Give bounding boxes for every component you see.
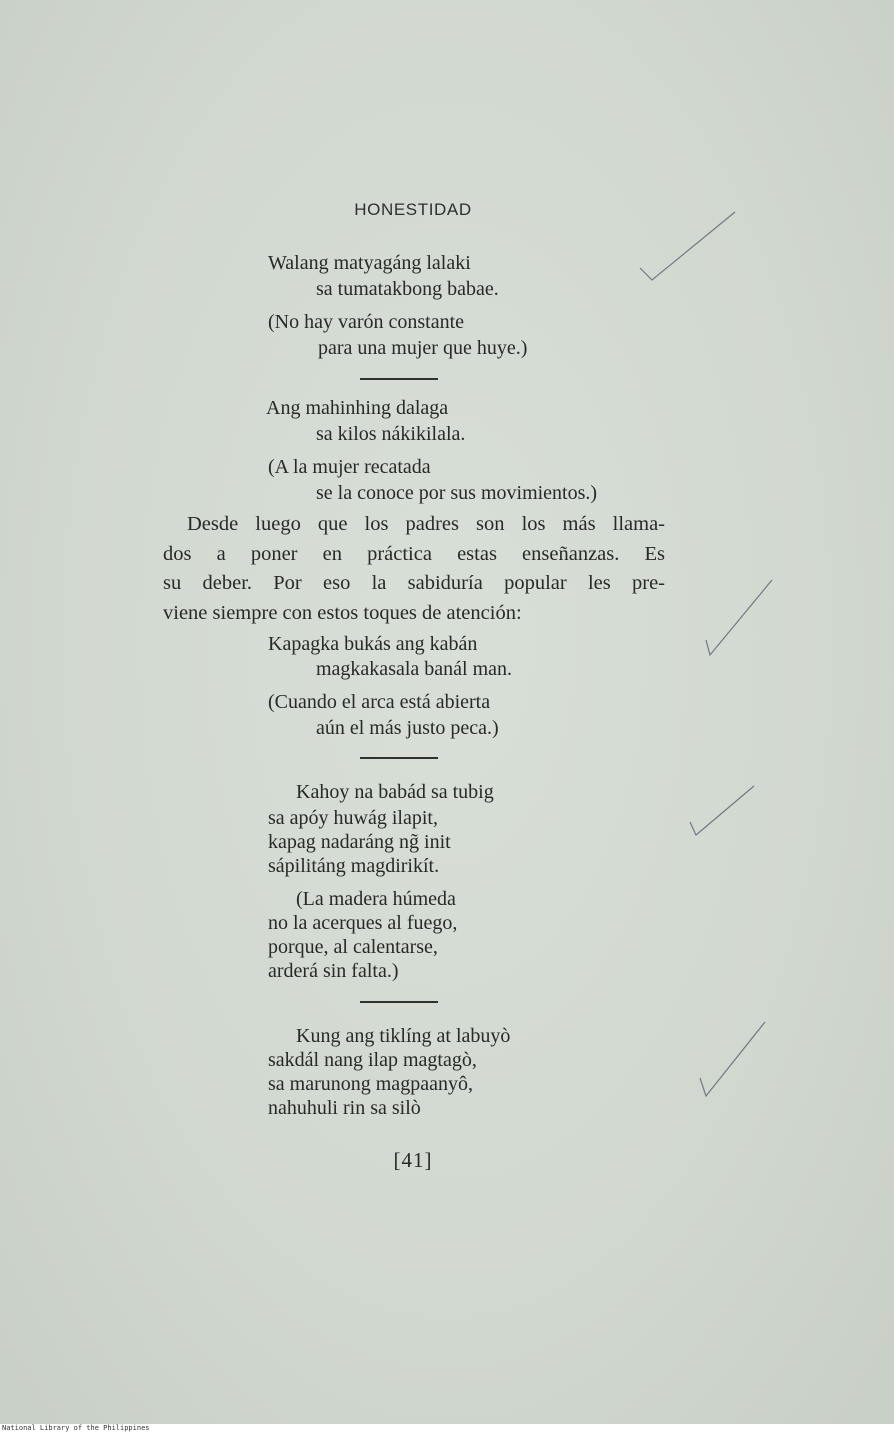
- translation-line: aún el más justo peca.): [316, 717, 499, 739]
- verse-line: sakdál nang ilap magtagò,: [268, 1049, 477, 1071]
- paragraph-line: su deber. Por eso la sabiduría popular les pre-: [163, 572, 665, 594]
- pencil-check-icon: [706, 580, 772, 655]
- verse-line: sápilitáng magdirikít.: [268, 855, 440, 877]
- translation-line: para una mujer que huye.): [318, 337, 528, 359]
- verse-line: sa tumatakbong babae.: [316, 278, 499, 300]
- section-heading: HONESTIDAD: [354, 200, 472, 219]
- translation-line: arderá sin falta.): [268, 960, 399, 982]
- verse-line: sa marunong magpaanyô,: [268, 1073, 473, 1095]
- verse-line: Kahoy na babád sa tubig: [296, 781, 494, 803]
- paragraph-line: Desde luego que los padres son los más llama-: [187, 513, 665, 535]
- scan-credit: National Library of the Philippines: [2, 1424, 150, 1432]
- translation-line: (A la mujer recatada: [268, 456, 431, 478]
- pencil-check-icon: [690, 786, 754, 835]
- verse-line: Walang matyagáng lalaki: [268, 252, 471, 274]
- paragraph-line: viene siempre con estos toques de atención:: [163, 601, 522, 624]
- verse-line: sa kilos nákikilala.: [316, 423, 466, 445]
- paragraph-line: dos a poner en práctica estas enseñanzas. Es: [163, 542, 665, 565]
- translation-line: (No hay varón constante: [268, 311, 465, 333]
- verse-line: sa apóy huwág ilapit,: [268, 807, 438, 829]
- translation-line: no la acerques al fuego,: [268, 912, 458, 934]
- verse-line: kapag nadaráng ng̃ init: [268, 831, 451, 853]
- pencil-check-icon: [700, 1022, 765, 1096]
- pencil-check-icon: [640, 212, 735, 280]
- verse-line: magkakasala banál man.: [316, 658, 513, 680]
- verse-line: Ang mahinhing dalaga: [266, 397, 449, 419]
- verse-line: nahuhuli rin sa silò: [268, 1097, 421, 1119]
- translation-line: (La madera húmeda: [296, 888, 456, 910]
- page-number: [41]: [393, 1148, 433, 1172]
- translation-line: (Cuando el arca está abierta: [268, 691, 491, 713]
- translation-line: porque, al calentarse,: [268, 936, 438, 958]
- verse-line: Kapagka bukás ang kabán: [268, 633, 478, 655]
- verse-line: Kung ang tiklíng at labuyò: [296, 1025, 511, 1047]
- translation-line: se la conoce por sus movimientos.): [316, 482, 598, 504]
